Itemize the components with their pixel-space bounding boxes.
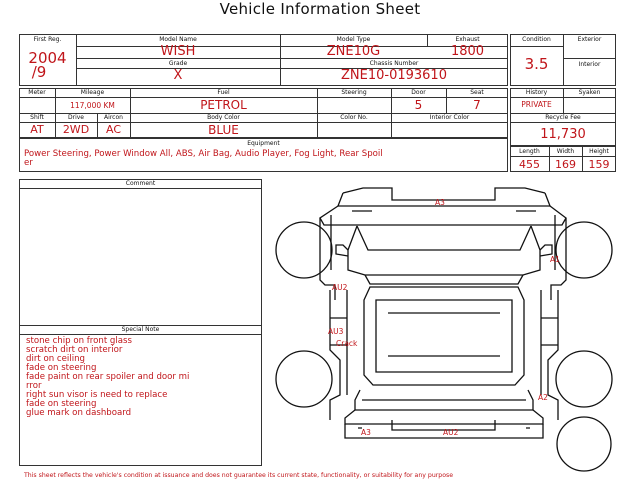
- chassis-label: Chassis Number: [369, 60, 419, 67]
- special-note-line: fade on steering: [26, 363, 97, 373]
- rear-left-wheel: [276, 351, 332, 407]
- meter-label: Meter: [28, 89, 46, 96]
- damage-mark-a2: A2: [538, 393, 548, 402]
- special-note-line: scratch dirt on interior: [26, 345, 123, 355]
- special-note-line: rror: [26, 381, 42, 391]
- damage-mark-au3: AU3: [328, 327, 344, 336]
- condition-value: 3.5: [524, 55, 549, 73]
- height-label: Height: [589, 148, 609, 155]
- front-left-wheel: [276, 222, 332, 278]
- damage-mark-au2-left: AU2: [332, 283, 348, 292]
- shift-value: AT: [30, 123, 44, 136]
- exhaust-value: 1800: [450, 44, 485, 59]
- drive-value: 2WD: [62, 123, 90, 136]
- special-note-line: fade on steering: [26, 399, 97, 409]
- special-note-line: fade paint on rear spoiler and door mi: [26, 372, 190, 382]
- damage-mark-au2-bottom: AU2: [443, 428, 459, 437]
- special-note-line: glue mark on dashboard: [26, 408, 132, 418]
- front-right-wheel: [556, 222, 612, 278]
- chassis-value: ZNE10-0193610: [341, 68, 447, 83]
- damage-mark-a3-bottom: A3: [361, 428, 371, 437]
- steering-label: Steering: [341, 89, 367, 96]
- body-color-label: Body Color: [207, 114, 240, 121]
- damage-mark-a3-top: A3: [435, 198, 445, 207]
- equipment-label: Equipment: [247, 140, 280, 147]
- exhaust-label: Exhaust: [455, 36, 480, 43]
- fuel-label: Fuel: [217, 89, 230, 96]
- rear-right-wheel: [556, 351, 612, 407]
- special-note-line: dirt on ceiling: [26, 354, 85, 364]
- aircon-value: AC: [105, 123, 121, 136]
- mileage-label: Mileage: [80, 89, 105, 96]
- first-reg-year: 2004: [28, 49, 67, 67]
- equipment-line-1: Power Steering, Power Window All, ABS, Air Bag, Audio Player, Fog Light, Rear Spoil: [24, 149, 383, 159]
- door-label: Door: [411, 89, 426, 96]
- interior-color-label: Interior Color: [429, 114, 470, 121]
- syaken-label: Syaken: [578, 89, 601, 96]
- sheet-title: Vehicle Information Sheet: [219, 0, 421, 18]
- shift-label: Shift: [30, 114, 44, 121]
- damage-mark-a1: A1: [550, 255, 560, 264]
- door-value: 5: [414, 98, 423, 112]
- model-name-label: Model Name: [159, 36, 197, 43]
- equipment-line-2: er: [24, 158, 33, 168]
- model-type-label: Model Type: [336, 36, 371, 43]
- spare-wheel: [557, 417, 611, 471]
- seat-value: 7: [473, 98, 481, 112]
- seat-label: Seat: [470, 89, 484, 96]
- model-type-value: ZNE10G: [326, 44, 381, 59]
- history-label: History: [525, 89, 548, 96]
- grade-value: X: [173, 68, 183, 83]
- special-note-line: right sun visor is need to replace: [26, 390, 168, 400]
- mileage-value: 117,000 KM: [70, 101, 115, 110]
- length-label: Length: [519, 148, 540, 155]
- length-value: 455: [519, 158, 540, 171]
- fuel-value: PETROL: [200, 98, 247, 112]
- condition-label: Condition: [522, 36, 551, 43]
- comment-box: [19, 179, 262, 466]
- grade-label: Grade: [168, 60, 188, 67]
- damage-mark-crack: Crack: [336, 339, 358, 348]
- history-value: PRIVATE: [521, 100, 552, 109]
- width-label: Width: [556, 148, 575, 155]
- body-color-value: BLUE: [208, 123, 239, 137]
- drive-label: Drive: [68, 114, 84, 121]
- color-no-label: Color No.: [340, 114, 368, 121]
- interior-label: Interior: [578, 61, 601, 68]
- aircon-label: Aircon: [104, 114, 123, 121]
- recycle-fee-label: Recycle Fee: [545, 114, 581, 121]
- model-name-value: WISH: [160, 44, 196, 59]
- disclaimer-footer: This sheet reflects the vehicle's condition at issuance and does not guarantee its current state, functionality, or suitability for any purpose: [24, 472, 454, 479]
- exterior-label: Exterior: [577, 36, 602, 43]
- width-value: 169: [555, 158, 576, 171]
- recycle-fee-value: 11,730: [540, 127, 586, 142]
- first-reg-label: First Reg.: [33, 36, 62, 43]
- comment-label: Comment: [125, 180, 156, 187]
- height-value: 159: [588, 158, 610, 171]
- special-note-line: stone chip on front glass: [26, 336, 132, 346]
- first-reg-month: /9: [31, 63, 47, 81]
- special-note-label: Special Note: [121, 326, 160, 333]
